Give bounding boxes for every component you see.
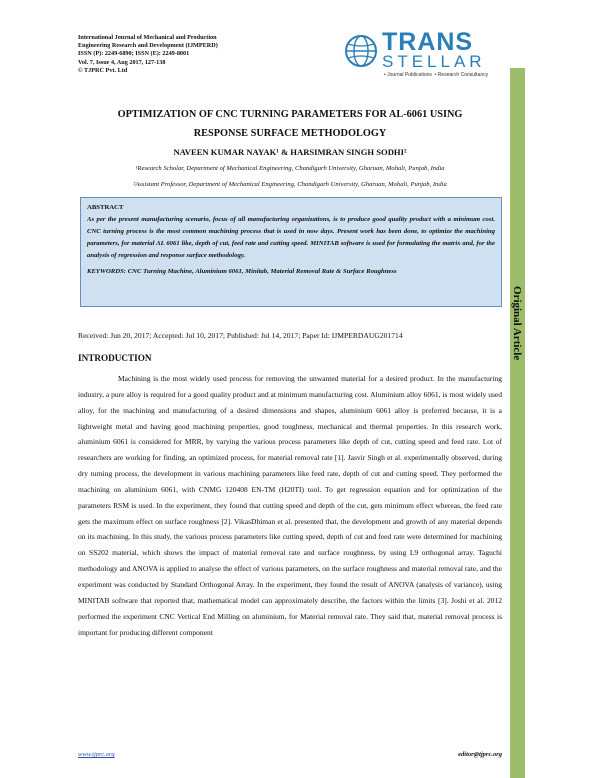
affiliation-1: ¹Research Scholar, Department of Mechanical Engineering, Chandigarh University, Gharuan, Mohali, Punjab, India xyxy=(135,165,445,172)
logo-tagline xyxy=(384,72,488,78)
journal-copyright: © TJPRC Pvt. Ltd xyxy=(78,66,128,74)
article-type-label: Original Article xyxy=(511,286,523,361)
introduction-paragraph: Machining is the most widely used process for removing the unwanted material for a desired product. In the manufacturing industry, a pure alloy is required for a good quality product and at minimum manufacturing cost. Aluminium alloy 6061, is most widely used alloy, for the machining and manufacturing of a desired dimensions and shapes, aluminium 6061 alloy is preferred because, it is a lightweight metal and having good machining properties, good toughness, mechanical and thermal properties. In this research work, aluminium 6061 is considered for MRR, by varying the various process parameters like depth of cut, cutting speed and feed rate. Lot of researchers are working for finding, an optimized process, for material removal rate [1]. Jasvir Singh et al. experimentally observed, during dry turning process, the development in various machining parameters like feed rate, depth of cut and cutting speed. They performed the machining on aluminium 6061, with CNMG 120408 EN-TM (H20TI) tool. To get regression equation and for optimization of the parameters RSM is used. In the experiment, they found that cutting speed and depth of the cut, gets minimum effect whereas, the feed rate gets the maximum effect on surface roughness [2]. VikasDhiman et al. presented that, the development and growth of any material depends on its machining. In this study, the various process parameters like cutting speed, depth of cut and feed rate were determined for machining on SS202 material, which shows the impact of material removal rate and surface roughness, by using L9 orthogonal array. Taguchi methodology and ANOVA is applied to analyse the effect of various parameters, on the surface roughness and material removal rate, and the experiment was conducted by Standard Orthogonal Array. In the experiment, they found the result of ANOVA (analysis of variance), using MINITAB software that reported that, mathematical model can approximately describe, the factors within the limits [3]. Joshi et al. 2012 performed the experiment CNC Vertical End Milling on aluminium, for Material removal rate. They said that, material removal process is important for producing different component xyxy=(78,374,502,637)
logo-text xyxy=(382,30,486,70)
globe-icon xyxy=(344,34,378,68)
paper-authors: NAVEEN KUMAR NAYAK¹ & HARSIMRAN SINGH SODHI² xyxy=(173,147,407,157)
logo-tag-publications: • Journal Publications xyxy=(384,72,432,78)
journal-name-line2: Engineering Research and Development (IJMPERD) xyxy=(78,42,218,50)
journal-name-line1: International Journal of Mechanical and Production xyxy=(78,34,217,41)
paper-title-line1: OPTIMIZATION OF CNC TURNING PARAMETERS FOR AL-6061 USING xyxy=(117,109,463,120)
logo-word-stellar: STELLAR xyxy=(382,52,486,71)
trans-stellar-logo xyxy=(342,30,514,84)
journal-issn: ISSN (P): 2249-6890; ISSN (E): 2249-8001 xyxy=(78,50,190,58)
section-heading-introduction: INTRODUCTION xyxy=(78,353,152,363)
abstract-heading: ABSTRACT xyxy=(87,204,124,211)
logo-tag-consultancy: • Research Consultancy xyxy=(434,72,489,78)
footer-website-link[interactable]: www.tjprc.org xyxy=(78,751,115,758)
paper-title xyxy=(78,105,502,143)
logo-word-trans: TRANS xyxy=(382,28,474,56)
abstract-text: As per the present manufacturing scenario, focus of all manufacturing organizations, is to produce good quality product with a minimum cost. CNC turning process is the most common machining process that is used in now days. Present work has been done, to optimize the machining parameters, for material AL 6061 like, depth of cut, feed rate and cutting speed. MINITAB software is used for formulating the matrix and, for the analysis of regression and response surface methodology. xyxy=(87,216,495,259)
abstract-keywords: KEYWORDS: CNC Turning Machine, Aluminium 6061, Minitab, Material Removal Rate & Surface Roughness xyxy=(87,268,397,275)
abstract-box xyxy=(80,197,502,307)
affiliation-2: ²Assistant Professor, Department of Mechanical Engineering, Chandigarh University, Gharuan, Mohali, Punjab, India xyxy=(133,181,447,188)
journal-volume: Vol. 7, Issue 4, Aug 2017, 127-138 xyxy=(78,58,166,66)
received-dates: Received: Jun 20, 2017; Accepted: Jul 10, 2017; Published: Jul 14, 2017; Paper Id: IJMPERDAUG201714 xyxy=(78,331,403,340)
introduction-body xyxy=(78,371,502,640)
paper-title-line2: RESPONSE SURFACE METHODOLOGY xyxy=(193,128,387,139)
footer-email: editor@tjprc.org xyxy=(458,751,502,758)
journal-header xyxy=(78,34,318,75)
